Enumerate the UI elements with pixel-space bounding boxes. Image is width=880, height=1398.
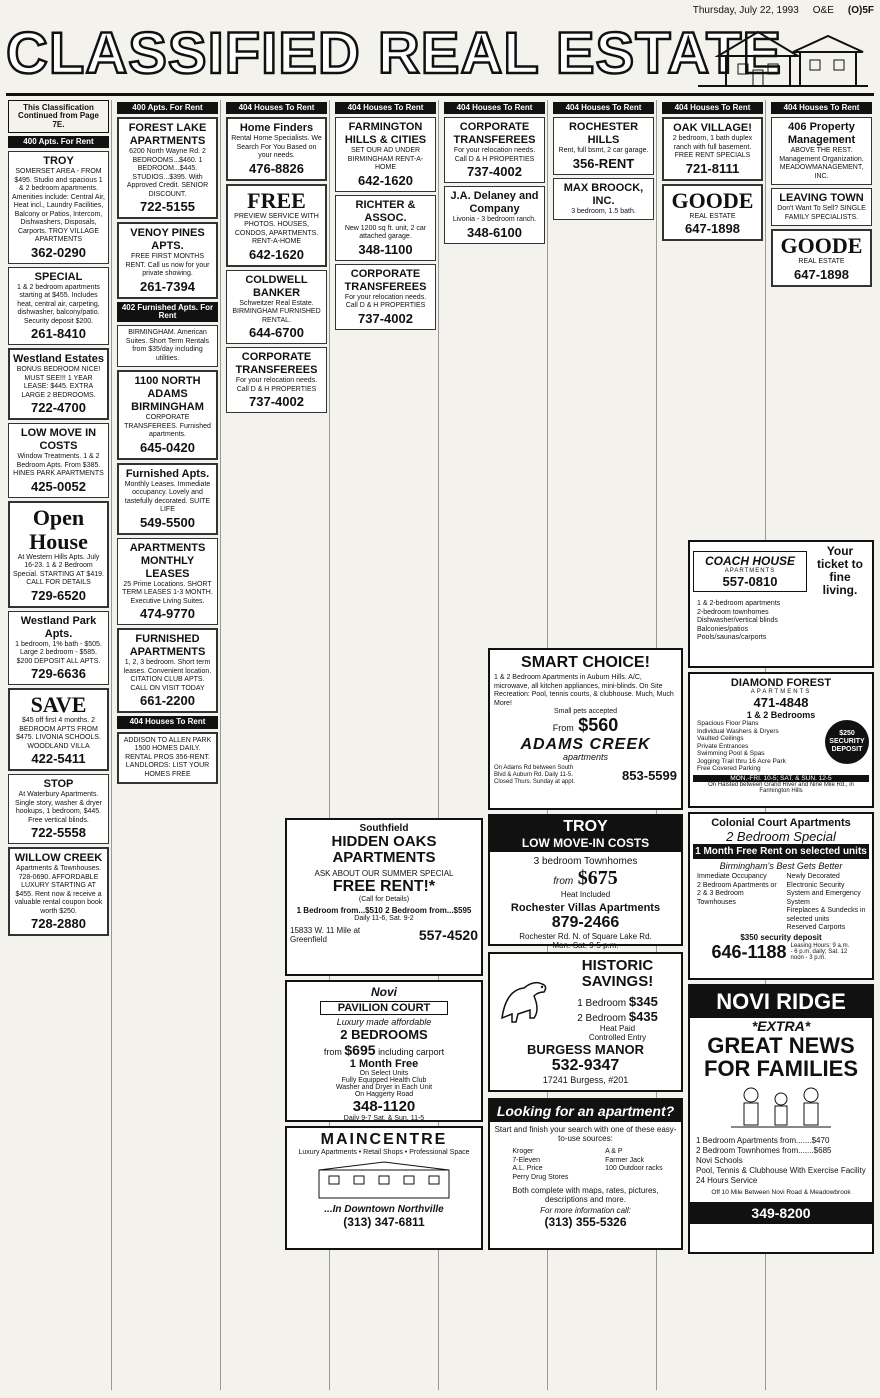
category-header: 404 Houses To Rent — [662, 102, 763, 114]
listing-ad: GOODE REAL ESTATE 647-1898 — [771, 229, 872, 287]
listing-ad: SPECIAL 1 & 2 bedroom apartments starting at $455. Includes heat, central air, carpeting, dishwasher, balcony/patio. Security deposit $200. 261-8410 — [8, 267, 109, 346]
diamond-forest-ad: DIAMOND FOREST APARTMENTS 471-4848 1 & 2 Bedrooms Spacious Floor Plans Individual Washers & Dryers Vaulted Ceilings Private Entrances Swimming Pool & Spas Jogging Trail thru 16 Acre Park Free Covered Parking $250 SECURITY DEPOSIT MON.-FRI. 10-5; SAT. & SUN. 12-5 On Halsted between Grand River and Nine Mile Rd., in Farmington Hills — [688, 672, 874, 808]
outlet-list: Kroger 7-Eleven A.L. Price Perry Drug Stores — [512, 1148, 569, 1181]
listing-ad: GOODE REAL ESTATE 647-1898 — [662, 184, 763, 242]
feature-list: 1 & 2-bedroom apartments 2-bedroom townhomes Dishwasher/vertical blinds Balconies/patios Pools/saunas/carports — [697, 600, 781, 641]
column-1 — [6, 100, 112, 1390]
listing-ad: FARMINGTON HILLS & CITIES SET OUR AD UNDER BIRMINGHAM RENT-A-HOME 642-1620 — [335, 117, 436, 192]
category-header: 404 Houses To Rent — [444, 102, 545, 114]
listing-ad: CORPORATE TRANSFEREES For your relocation needs. Call D & H PROPERTIES 737-4002 — [444, 117, 545, 183]
listing-ad: LOW MOVE IN COSTS Window Treatments. 1 & 2 Bedroom Apts. From $385. HINES PARK APARTMENTS 425-0052 — [8, 423, 109, 498]
house-illustration-icon — [698, 22, 868, 90]
smart-choice-ad: SMART CHOICE! 1 & 2 Bedroom Apartments in Auburn Hills. A/C, microwave, all kitchen appliances, mini-blinds. On Site Recreation: Pool, tennis courts, & clubhouse. Much, Much More! Small pets accepted From $560 ADAMS CREEK apartments On Adams Rd between South Blvd & Auburn Rd. Daily 11-5. Closed Thurs. Sunday at appt. 853-5599 — [488, 648, 683, 810]
category-header: 404 Houses To Rent — [553, 102, 654, 114]
folio — [6, 4, 874, 18]
category-header: 404 Houses To Rent — [335, 102, 436, 114]
listing-ad: OAK VILLAGE! 2 bedroom, 1 bath duplex ranch with full basement. FREE RENT SPECIALS 721-8111 — [662, 117, 763, 181]
listing-ad: Westland Park Apts. 1 bedroom, 1% bath - $505. Large 2 bedroom - $585. $200 DEPOSIT ALL APTS. 729-6636 — [8, 611, 109, 686]
listing-ad: COLDWELL BANKER Schweitzer Real Estate. BIRMINGHAM FURNISHED RENTAL. 644-6700 — [226, 270, 327, 345]
column-2 — [115, 100, 221, 1390]
listing-ad: VENOY PINES APTS. FREE FIRST MONTHS RENT. Call us now for your private showing. 261-7394 — [117, 222, 218, 299]
feature-list: Spacious Floor Plans Individual Washers & Dryers Vaulted Ceilings Private Entrances Swimming Pool & Spas Jogging Trail thru 16 Acre Park Free Covered Parking — [697, 720, 786, 772]
category-header: 404 Houses To Rent — [771, 102, 872, 114]
listing-ad: FREE PREVIEW SERVICE WITH PHOTOS. HOUSES, CONDOS, APARTMENTS. RENT-A-HOME 642-1620 — [226, 184, 327, 267]
listing-ad: APARTMENTS MONTHLY LEASES 25 Prime Locations. SHORT TERM LEASES 1-3 MONTH. Executive Living Suites. 474-9770 — [117, 538, 218, 626]
listing-ad: CORPORATE TRANSFEREES For your relocation needs. Call D & H PROPERTIES 737-4002 — [226, 347, 327, 413]
section-title: CLASSIFIED REAL ESTATE — [6, 21, 783, 86]
continued-note: This Classification Continued from Page 7E. — [8, 100, 109, 133]
coach-house-ad: COACH HOUSE APARTMENTS 557-0810 Your ticket to fine living. 1 & 2-bedroom apartments 2-bedroom townhomes Dishwasher/vertical blinds Balconies/patios Pools/saunas/carports — [688, 540, 874, 668]
colonial-court-ad: Colonial Court Apartments 2 Bedroom Special 1 Month Free Rent on selected units Birmingham's Best Gets Better Immediate Occupancy 2 Bedroom Apartments or 2 & 3 Bedroom Townhouses Newly Decorated Electronic Security System and Emergency System Fireplaces & Sundecks in selected units Reserved Carports $350 security deposit 646-1188 Leasing Hours: 9 a.m. - 6 p.m. daily; Sat. 12 noon - 3 p.m. — [688, 812, 874, 980]
listing-ad: LEAVING TOWN Don't Want To Sell? SINGLE FAMILY SPECIALISTS. — [771, 188, 872, 226]
category-header: 400 Apts. For Rent — [117, 102, 218, 114]
listing-ad: FOREST LAKE APARTMENTS 6200 North Wayne Rd. 2 BEDROOMS...$460. 1 BEDROOM...$445. STUDIOS...$395. With Approved Credit. SENIOR DISCOUNT. 722-5155 — [117, 117, 218, 219]
listing-ad: Westland Estates BONUS BEDROOM NICE! MUST SEE!!! 1 YEAR LEASE: $445. EXTRA LARGE 2 BEDROOMS. 722-4700 — [8, 348, 109, 420]
outlet-list: A & P Farmer Jack 100 Outdoor racks — [605, 1148, 663, 1172]
folio-paper: O&E — [812, 5, 834, 16]
hidden-oaks-ad: Southfield HIDDEN OAKS APARTMENTS ASK ABOUT OUR SUMMER SPECIAL FREE RENT!* (Call for Details) 1 Bedroom from...$510 2 Bedroom from...$595 Daily 11-6, Sat. 9-2 15833 W. 11 Mile at Greenfield 557-4520 — [285, 818, 483, 976]
category-header: 402 Furnished Apts. For Rent — [117, 302, 218, 323]
novi-ridge-ad: NOVI RIDGE *EXTRA* GREAT NEWS FOR FAMILIES 1 Bedroom Apartments from.......$470 2 Bedroom Townhomes from.......$685 Novi Schools Pool, Tennis & Clubhouse With Exercise Facility 24 Hours Service Off 10 Mile Between Novi Road & Meadowbrook 349-8200 — [688, 984, 874, 1254]
listing-ad: FURNISHED APARTMENTS 1, 2, 3 bedroom. Short term leases. Convenient location. CITATION CLUB APTS. CALL ON VISIT TODAY 661-2200 — [117, 628, 218, 713]
category-header: 404 Houses To Rent — [117, 716, 218, 728]
family-illustration-icon — [726, 1083, 836, 1133]
listing-ad: ADDISON TO ALLEN PARK 1500 HOMES DAILY. RENTAL PROS 356-RENT. LANDLORDS: LIST YOUR HOMES FREE — [117, 732, 218, 785]
building-illustration-icon — [309, 1160, 459, 1200]
listing-ad: ROCHESTER HILLS Rent, full bsmt, 2 car garage. 356-RENT — [553, 117, 654, 175]
listing-ad: STOP At Waterbury Apartments. Single story, washer & dryer hookups, 1 bedroom, $445. Free vertical blinds. 722-5558 — [8, 774, 109, 844]
listing-ad: SAVE $45 off first 4 months. 2 BEDROOM APTS FROM $475. LIVONIA SCHOOLS. WOODLAND VILLA 422-5411 — [8, 688, 109, 771]
folio-page: (O)5F — [847, 5, 874, 16]
listing-ad: Furnished Apts. Monthly Leases. Immediate occupancy. Lovely and tastefully decorated. SUITE LIFE 549-5500 — [117, 463, 218, 535]
maincentre-ad: MAINCENTRE Luxury Apartments • Retail Shops • Professional Space ...In Downtown Northville (313) 347-6811 — [285, 1126, 483, 1250]
listing-ad: BIRMINGHAM. American Suites. Short Term Rentals from $35/day including utilities. — [117, 325, 218, 367]
historic-savings-ad: HISTORIC SAVINGS! 1 Bedroom $345 2 Bedroom $435 Heat Paid Controlled Entry BURGESS MANOR 532-9347 17241 Burgess, #201 — [488, 952, 683, 1092]
feature-list: 1 Bedroom Apartments from.......$470 2 Bedroom Townhomes from.......$685 Novi Schools Pool, Tennis & Clubhouse With Exercise Facility 24 Hours Service — [696, 1136, 866, 1185]
listing-ad: 1100 NORTH ADAMS BIRMINGHAM CORPORATE TRANSFEREES. Furnished apartments. 645-0420 — [117, 370, 218, 460]
listing-ad: Home Finders Rental Home Specialists. We Search For You Based on your needs. 476-8826 — [226, 117, 327, 181]
dinosaur-icon — [494, 970, 554, 1030]
looking-for-apartment-ad: Looking for an apartment? Start and finish your search with one of these easy-to-use sources: Kroger 7-Eleven A.L. Price Perry Drug Stores A & P Farmer Jack 100 Outdoor racks Both complete with maps, rates, pictures, descriptions and more. For more information call: (313) 355-5326 — [488, 1098, 683, 1250]
listing-ad: MAX BROOCK, INC. 3 bedroom, 1.5 bath. — [553, 178, 654, 221]
category-header: 400 Apts. For Rent — [8, 136, 109, 148]
listing-ad: J.A. Delaney and Company Livonia - 3 bedroom ranch. 348-6100 — [444, 186, 545, 244]
listing-ad: 406 Property Management ABOVE THE REST. Management Organization. MEADOWMANAGEMENT, INC. — [771, 117, 872, 185]
listing-ad: WILLOW CREEK Apartments & Townhouses. 728-0690. AFFORDABLE LUXURY STARTING AT $455. Rent now & receive a valuable rental coupon book worth $250. 728-2880 — [8, 847, 109, 936]
folio-date: Thursday, July 22, 1993 — [692, 5, 799, 16]
troy-rochester-villas-ad: TROY LOW MOVE-IN COSTS 3 bedroom Townhomes from $675 Heat Included Rochester Villas Apartments 879-2466 Rochester Rd. N. of Square Lake Rd. Mon.-Sat. 9-5 p.m. — [488, 814, 683, 946]
listing-ad: TROY SOMERSET AREA - FROM $495. Studio and spacious 1 & 2 bedroom apartments. Amenities include: Central Air, Heat incl., Laundry Facilities, Balcony or Patios, Intercom, Dishwashers, Disposals, Carports. TROY VILLAGE APARTMENTS 362-0290 — [8, 151, 109, 264]
masthead — [6, 18, 874, 96]
listing-ad: CORPORATE TRANSFEREES For your relocation needs. Call D & H PROPERTIES 737-4002 — [335, 264, 436, 330]
deposit-badge: $250 SECURITY DEPOSIT — [825, 720, 869, 764]
listing-ad: RICHTER & ASSOC. New 1200 sq ft. unit, 2 car attached garage. 348-1100 — [335, 195, 436, 261]
listing-ad: Open House At Western Hills Apts. July 16-23. 1 & 2 Bedroom Special. STARTING AT $419. CALL FOR DETAILS 729-6520 — [8, 501, 109, 608]
pavilion-court-ad: Novi PAVILION COURT Luxury made affordable 2 BEDROOMS from $695 including carport 1 Month Free On Select Units Fully Equipped Health Club Washer and Dryer in Each Unit On Haggerty Road 348-1120 Daily 9-7 Sat. & Sun. 11-5 — [285, 980, 483, 1122]
category-header: 404 Houses To Rent — [226, 102, 327, 114]
